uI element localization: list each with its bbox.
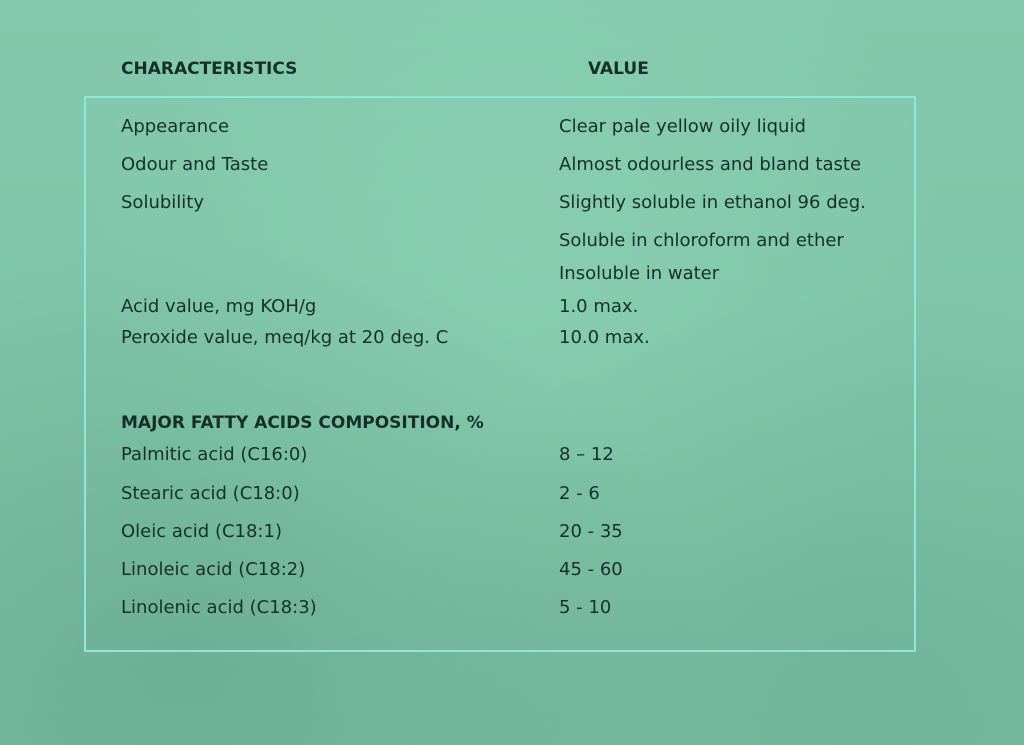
fatty-acid-name: Linolenic acid (C18:3)	[121, 597, 317, 618]
property-name-solubility: Solubility	[121, 192, 204, 213]
characteristics-header: CHARACTERISTICS	[121, 59, 298, 79]
fatty-acid-name: Oleic acid (C18:1)	[121, 521, 282, 542]
fatty-acid-value: 20 - 35	[559, 521, 623, 542]
property-value-peroxide-value: 10.0 max.	[559, 327, 650, 348]
property-value-appearance: Clear pale yellow oily liquid	[559, 116, 806, 137]
property-name-appearance: Appearance	[121, 116, 230, 137]
fatty-acid-name: Palmitic acid (C16:0)	[121, 444, 308, 465]
fatty-acid-value: 45 - 60	[559, 559, 623, 580]
property-value-solubility: Slightly soluble in ethanol 96 deg.	[559, 192, 866, 213]
fatty-acid-name: Stearic acid (C18:0)	[121, 483, 300, 504]
property-value-acid-value: 1.0 max.	[559, 296, 639, 317]
property-value-solubility-water: Insoluble in water	[559, 263, 720, 284]
property-value-solubility-chloroform: Soluble in chloroform and ether	[559, 230, 844, 251]
property-name-peroxide-value: Peroxide value, meq/kg at 20 deg. C	[121, 327, 449, 348]
fatty-acid-value: 5 - 10	[559, 597, 612, 618]
fatty-acids-heading: MAJOR FATTY ACIDS COMPOSITION, %	[121, 413, 484, 433]
property-name-acid-value: Acid value, mg KOH/g	[121, 296, 317, 317]
value-header: VALUE	[588, 59, 649, 79]
property-name-odour: Odour and Taste	[121, 154, 269, 175]
fatty-acid-value: 2 - 6	[559, 483, 600, 504]
fatty-acid-value: 8 – 12	[559, 444, 614, 465]
fatty-acid-name: Linoleic acid (C18:2)	[121, 559, 306, 580]
property-value-odour: Almost odourless and bland taste	[559, 154, 862, 175]
